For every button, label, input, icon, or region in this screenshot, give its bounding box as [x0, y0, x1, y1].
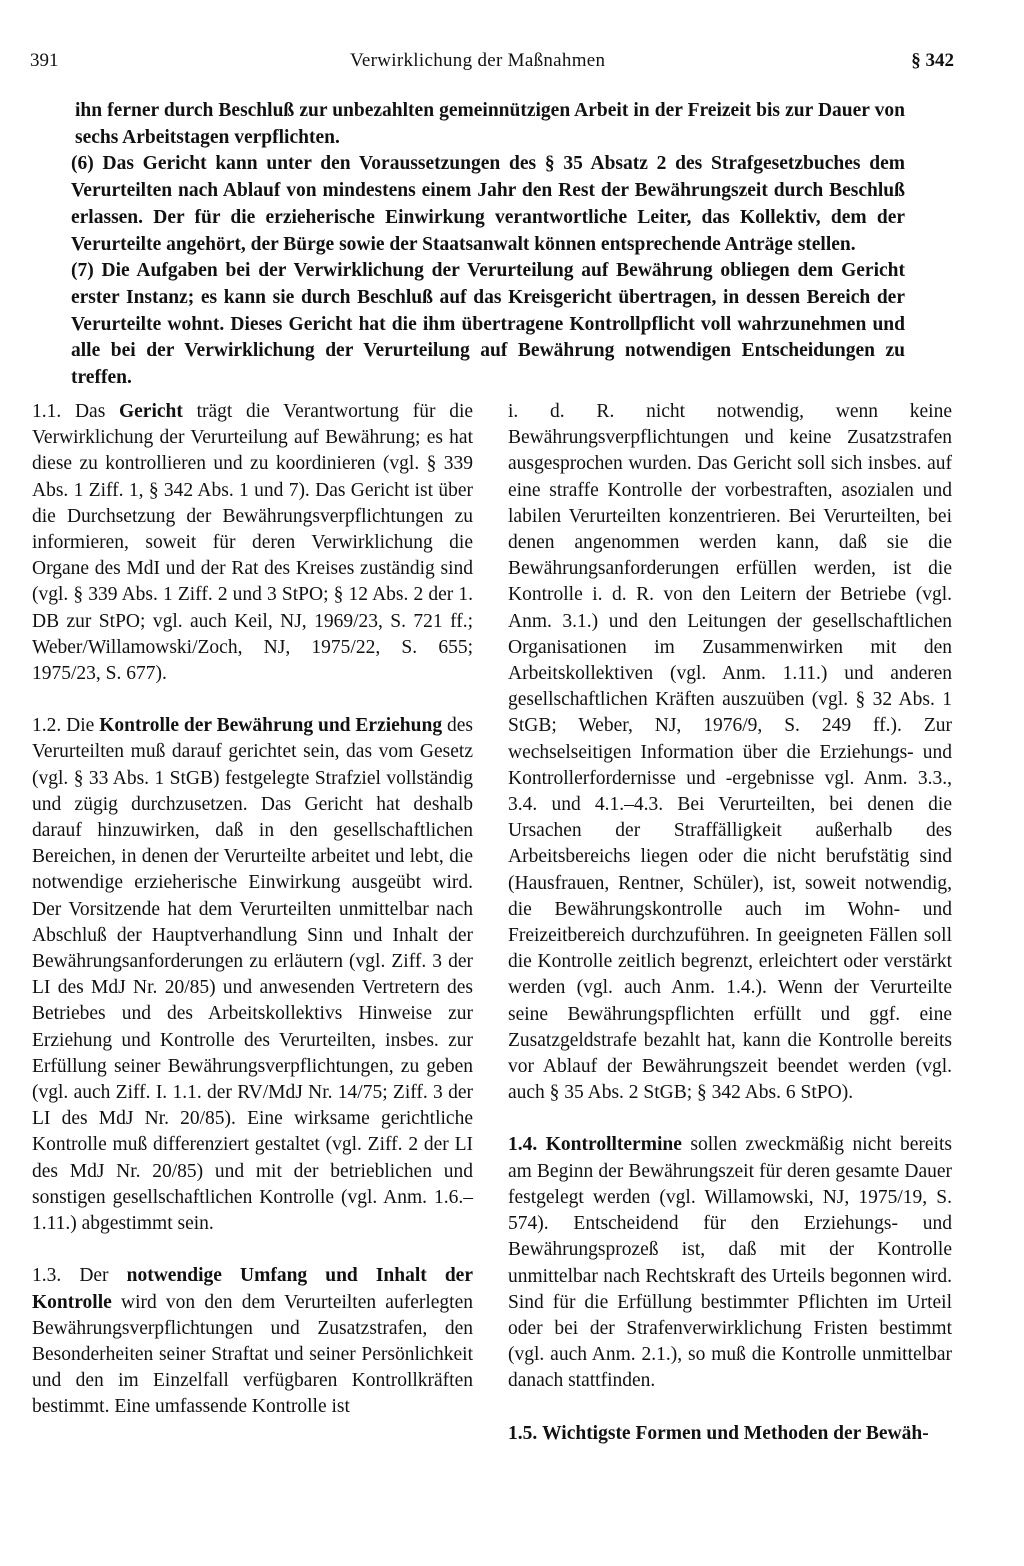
note-1-5: [508, 1421, 952, 1447]
note-1-4: [508, 1132, 952, 1394]
note-number: 1.1.: [32, 401, 62, 422]
note-keyword: Wichtigste Formen und Methoden der Bewäh-: [542, 1422, 929, 1444]
note-lead: Das: [74, 401, 106, 422]
note-lead: Die: [66, 715, 95, 737]
commentary-column-left: [32, 399, 473, 1421]
page-number: 391: [30, 50, 59, 71]
note-1-2: [32, 713, 473, 1237]
commentary-column-right: [508, 399, 952, 1447]
note-body: wird von den dem Verurteilten auferlegten Bewährungsverpflichtungen und Zusatzstrafen, den Besonderheiten seiner Straftat und seiner Persönlichkeit und den im Einzelfall verfügbaren Kontrollkräften bestimmt. Eine umfassende Kontrolle ist: [32, 1291, 474, 1418]
statute-paragraph-7: (7) Die Aufgaben bei der Verwirklichung der Verurteilung auf Bewährung obliegen dem Gericht erster Instanz; es kann sie durch Beschluß auf das Kreisgericht übertragen, in dessen Bereich der Verurteilte wohnt. Dieses Gericht hat die ihm übertragene Kontrollpflicht voll wahrzunehmen und alle bei der Verwirklichung der Verurteilung auf Bewährung notwendigen Entscheidungen zu treffen.: [71, 260, 905, 389]
page-header: [30, 50, 954, 78]
statute-paragraph-6: (6) Das Gericht kann unter den Voraussetzungen des § 35 Absatz 2 des Strafgesetzbuches dem Verurteilten nach Ablauf von mindestens einem Jahr den Rest der Bewährungszeit durch Beschluß erlassen. Der für die erzieherische Einwirkung verantwortliche Leiter, das Kollektiv, dem der Verurteilte angehört, der Bürge sowie der Staatsanwalt können entsprechende Anträge stellen.: [71, 153, 905, 255]
note-keyword: Gericht: [118, 401, 183, 422]
statute-text: [71, 98, 905, 392]
note-1-3: [32, 1263, 473, 1420]
section-number: § 342: [911, 50, 954, 71]
note-number: 1.5.: [508, 1422, 538, 1444]
note-number: 1.4.: [508, 1134, 538, 1156]
note-1-3-continued: i. d. R. nicht notwendig, wenn keine Bewährungsverpflichtungen und keine Zusatzstrafen ausgesprochen wurden. Das Gericht soll sich insbes. auf eine straffe Kontrolle der vorbestraften, asozialen und labilen Verurteilten konzentrieren. Bei Verurteilten, bei denen angenommen werden kann, daß sie die Bewährungsanforderungen erfüllen werden, ist die Kontrolle i. d. R. von den Leitern der Betriebe (vgl. Anm. 3.1.) und den Leitungen der gesellschaftlichen Organisationen im Zusammenwirken mit den Arbeitskollektiven (vgl. Anm. 1.11.) und anderen gesellschaftlichen Kräften auszuüben (vgl. § 32 Abs. 1 StGB; Weber, NJ, 1976/9, S. 249 ff.). Zur wechselseitigen Information über die Erziehungs- und Kontrollerfordernisse und -ergebnisse vgl. Anm. 3.3., 3.4. und 4.1.–4.3. Bei Verurteilten, bei denen die Ursachen der Straffälligkeit außerhalb des Arbeitsbereichs liegen oder die nicht berufstätig sind (Hausfrauen, Rentner, Schüler), ist, soweit notwendig, die Bewährungskontrolle auch im Wohn- und Freizeitbereich durchzuführen. In geeigneten Fällen soll die Kontrolle zeitlich begrenzt, erleichtert oder verstärkt werden (vgl. auch Anm. 1.4.). Wenn der Verurteilte seine Bewährungspflichten erfüllt und ggf. eine Zusatzgeldstrafe bezahlt hat, kann die Kontrolle bereits vor Ablauf der Bewährungszeit beendet werden (vgl. auch § 35 Abs. 2 StGB; § 342 Abs. 6 StPO).: [508, 401, 952, 1104]
note-keyword: notwendige Umfang und Inhalt der Kontrolle: [32, 1265, 473, 1313]
note-number: 1.3.: [32, 1265, 62, 1287]
note-body: sollen zweckmäßig nicht bereits am Beginn der Bewährungszeit für deren gesamte Dauer festgelegt werden (vgl. Willamowski, NJ, 1975/19, S. 574). Entscheidend für den Erziehungs- und Bewährungsprozeß ist, daß mit der Kontrolle unmittelbar nach Rechtskraft des Urteils begonnen wird. Sind für die Erfüllung bestimmter Pflichten im Urteil oder bei der Strafenverwirklichung Fristen bestimmt (vgl. auch Anm. 2.1.), so muß die Kontrolle unmittelbar danach stattfinden.: [508, 1134, 953, 1392]
note-number: 1.2.: [32, 715, 62, 737]
note-keyword: Kontrolle der Bewährung und Erziehung: [99, 715, 443, 737]
note-body: des Verurteilten muß darauf gerichtet sein, das vom Gesetz (vgl. § 33 Abs. 1 StGB) festgelegte Strafziel vollständig und zügig durchzusetzen. Das Gericht hat deshalb darauf hinzuwirken, daß in den gesellschaftlichen Bereichen, in denen der Verurteilte arbeitet und lebt, die notwendige erzieherische Einwirkung ausgeübt wird. Der Vorsitzende hat dem Verurteilten unmittelbar nach Abschluß der Hauptverhandlung Sinn und Inhalt der Bewährungsanforderungen zu erläutern (vgl. Ziff. 3 der LI des MdJ Nr. 20/85) und anwesenden Vertretern des Betriebes und des Arbeitskollektivs Hinweise zur Erziehung und Kontrolle des Verurteilten, insbes. zur Erfüllung seiner Bewährungsverpflichtungen, zu geben (vgl. auch Ziff. I. 1.1. der RV/MdJ Nr. 14/75; Ziff. 3 der LI des MdJ Nr. 20/85). Eine wirksame gerichtliche Kontrolle muß differenziert gestaltet (vgl. Ziff. 2 der LI des MdJ Nr. 20/85) und mit der betrieblichen und sonstigen gesellschaftlichen Kontrolle (vgl. Anm. 1.6.–1.11.) abgestimmt sein.: [32, 715, 473, 1235]
statute-paragraph-continued: ihn ferner durch Beschluß zur unbezahlten gemeinnützigen Arbeit in der Freizeit bis zur Dauer von sechs Arbeitstagen verpflichten.: [75, 100, 905, 148]
note-body: trägt die Verantwortung für die Verwirklichung der Verurteilung auf Bewährung; es hat diese zu kontrollieren und zu koordinieren (vgl. § 339 Abs. 1 Ziff. 1, § 342 Abs. 1 und 7). Das Gericht ist über die Durchsetzung der Bewährungsverpflichtungen zu informieren, soweit für deren Verwirklichung die Organe des MdI und der Rat des Kreises zuständig sind (vgl. § 339 Abs. 1 Ziff. 2 und 3 StPO; § 12 Abs. 2 der 1. DB zur StPO; vgl. auch Keil, NJ, 1969/23, S. 721 ff.; Weber/Willamowski/Zoch, NJ, 1975/22, S. 655; 1975/23, S. 677).: [32, 401, 474, 685]
note-lead: Der: [79, 1265, 109, 1287]
running-title: Verwirklichung der Maßnahmen: [350, 50, 606, 71]
note-1-1: [32, 399, 473, 687]
note-keyword: Kontrolltermine: [545, 1134, 682, 1156]
